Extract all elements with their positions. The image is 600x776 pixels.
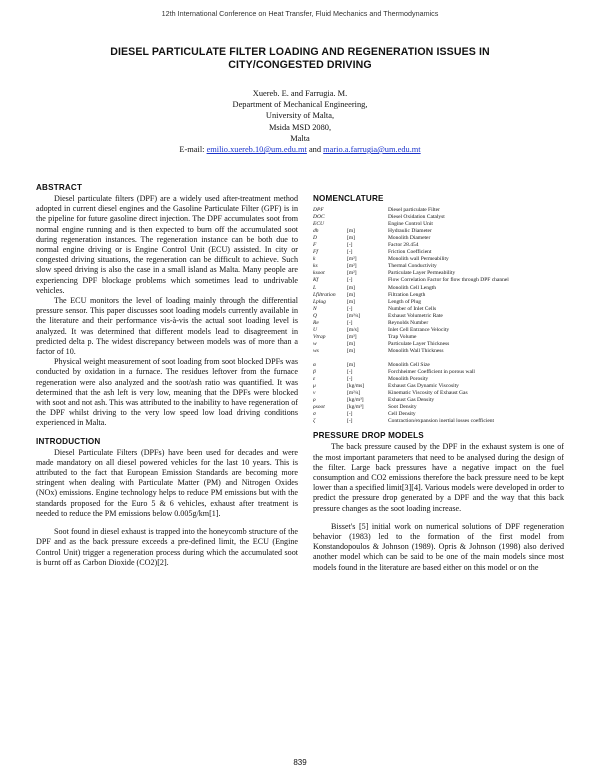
nomenclature-description: Soot Density xyxy=(388,404,417,411)
nomenclature-heading: NOMENCLATURE xyxy=(313,194,384,203)
nomenclature-description: Monolith Diameter xyxy=(388,235,431,242)
nomenclature-row xyxy=(313,397,564,404)
nomenclature-description: Diesel particulate Filter xyxy=(388,207,440,213)
nomenclature-row xyxy=(313,292,564,299)
nomenclature-description xyxy=(388,355,564,362)
nomenclature-unit: [-] xyxy=(347,319,353,326)
nomenclature-unit: [m] xyxy=(347,347,355,354)
introduction-paragraph-2: Soot found in diesel exhaust is trapped into the honeycomb structure of the DPF and as the back pressure exceeds a pre-defined limit, the ECU (Engine Control Unit) trigger a regeneration process during which the accumulated soot is burnt off as Carbon Dioxide (CO2)[2]. xyxy=(36,527,298,567)
nomenclature-unit: [m] xyxy=(347,228,355,235)
email-and: and xyxy=(306,145,324,155)
nomenclature-description: Inlet Cell Entrance Velocity xyxy=(388,326,450,333)
nomenclature-unit: [m³/s] xyxy=(347,312,361,319)
nomenclature-unit: [-] xyxy=(347,376,353,383)
nomenclature-row xyxy=(313,334,564,341)
page-number: 839 xyxy=(293,758,307,767)
nomenclature-row xyxy=(313,313,564,320)
nomenclature-unit: [m³] xyxy=(347,333,357,340)
abstract-paragraph-3: Physical weight measurement of soot loading from soot blocked DPFs was conducted by oxidation in a furnace. The residues leftover from the furnace regeneration were also analyzed and the soot/ash ratio was quantified. It was determined that the ash left is very low, meaning that the DPFs were blocked with soot and not ash. This was attributed to the inability to have regeneration of the DPF whilst driving to the very low speed low load driving conditions experienced in Malta. xyxy=(36,357,298,428)
email-label: E-mail: xyxy=(179,145,207,155)
nomenclature-symbol: μ xyxy=(313,383,316,390)
nomenclature-unit: [kg/m³] xyxy=(347,404,364,411)
nomenclature-description: Friction Coefficient xyxy=(388,249,432,256)
nomenclature-unit: [m²] xyxy=(347,270,357,277)
nomenclature-description: Monolith Wall Thickness xyxy=(388,347,444,354)
email-link-2[interactable]: mario.a.farrugia@um.edu.mt xyxy=(323,145,421,155)
nomenclature-row xyxy=(313,355,564,362)
nomenclature-symbol: Lfiltration xyxy=(313,291,336,298)
nomenclature-description: Monolith Cell Size xyxy=(388,361,430,368)
nomenclature-row xyxy=(313,277,564,284)
nomenclature-symbol: dh xyxy=(313,228,319,235)
nomenclature-description: Number of Inlet Cells xyxy=(388,305,437,312)
nomenclature-symbol: ws xyxy=(313,347,319,354)
nomenclature-row xyxy=(313,221,564,228)
nomenclature-description: Factor 28.454 xyxy=(388,242,419,249)
nomenclature-row xyxy=(313,263,564,270)
nomenclature-symbol: ksoot xyxy=(313,270,325,277)
nomenclature-symbol: ρ xyxy=(313,397,316,404)
nomenclature-description: Contraction/expansion inertial losses coefficient xyxy=(388,418,495,425)
nomenclature-unit xyxy=(347,221,388,228)
nomenclature-row xyxy=(313,411,564,418)
nomenclature-description: Exhaust Gas Density xyxy=(388,397,435,404)
abstract-heading: ABSTRACT xyxy=(36,183,83,192)
nomenclature-description: Hydraulic Diameter xyxy=(388,228,432,235)
nomenclature-unit: [m] xyxy=(347,235,355,242)
nomenclature-description: Monolith wall Permeability xyxy=(388,256,449,263)
nomenclature-symbol xyxy=(313,355,347,362)
nomenclature-symbol: ECU xyxy=(313,221,324,228)
nomenclature-symbol: β xyxy=(313,369,316,376)
nomenclature-unit: [-] xyxy=(347,418,353,425)
nomenclature-symbol: U xyxy=(313,326,317,333)
nomenclature-description: Thermal Conductivity xyxy=(388,263,437,270)
nomenclature-row xyxy=(313,390,564,397)
nomenclature-row xyxy=(313,341,564,348)
nomenclature-symbol: Ff xyxy=(313,249,318,256)
nomenclature-row xyxy=(313,214,564,221)
nomenclature-description: Trap Volume xyxy=(388,333,417,340)
nomenclature-row xyxy=(313,228,564,235)
nomenclature-symbol: DPF xyxy=(313,207,324,213)
title-line-2: CITY/CONGESTED DRIVING xyxy=(228,59,372,71)
paper-title xyxy=(60,46,540,72)
nomenclature-unit: [m²] xyxy=(347,256,357,263)
nomenclature-symbol: w xyxy=(313,340,317,347)
nomenclature-row xyxy=(313,376,564,383)
nomenclature-unit: [-] xyxy=(347,305,353,312)
nomenclature-unit: [-] xyxy=(347,242,353,249)
nomenclature-row xyxy=(313,418,564,425)
author-department: Department of Mechanical Engineering, xyxy=(232,100,368,110)
nomenclature-symbol: D xyxy=(313,235,317,242)
nomenclature-unit xyxy=(347,207,388,214)
nomenclature-unit: [kg/ms] xyxy=(347,383,365,390)
nomenclature-description: Exhaust Volumetric Rate xyxy=(388,312,443,319)
nomenclature-unit xyxy=(347,214,388,221)
introduction-paragraph-1: Diesel Particulate Filters (DPFs) have been used for decades and were made mandatory on all diesel powered vehicles for the last 10 years. This is attributed to the fact that European Emission Standards are becoming more stringent when dealing with Particulate Matter (PM) and Nitrogen Oxides (NOx) emissions. Engine technology helps to reduce PM emissions but with the standards proposed for the Euro 5 & 6 vehicles, exhaust after treatment is needed to reduce the PM emissions below 0.005g/km[1]. xyxy=(36,447,298,518)
left-column xyxy=(36,183,298,568)
pressure-drop-paragraph-1: The back pressure caused by the DPF in the exhaust system is one of the most important parameters that need to be analysed during the design of the filter. Large back pressures have a negative impact on the fuel consumption and CO2 emissions therefore the back pressure need to be kept lower than a specified limit[3][4]. Various models were developed in order to predict the pressure drop generated by a DPF and the way that this back pressure changes as the soot loading increase. xyxy=(313,442,564,513)
nomenclature-symbol: DOC xyxy=(313,214,325,221)
nomenclature-description: Length of Plug xyxy=(388,298,421,305)
nomenclature-symbol: L xyxy=(313,284,317,291)
nomenclature-description: Flow Correlation Factor for flow through DPF channel xyxy=(388,277,509,284)
nomenclature-unit: [m²/s] xyxy=(347,390,361,397)
nomenclature-description: Filtration Length xyxy=(388,291,426,298)
author-address: Msida MSD 2080, xyxy=(268,122,332,132)
introduction-heading: INTRODUCTION xyxy=(36,436,101,446)
nomenclature-table xyxy=(313,207,564,425)
nomenclature-symbol: ε xyxy=(313,376,316,383)
nomenclature-unit: [-] xyxy=(347,369,353,376)
nomenclature-unit: [kg/m³] xyxy=(347,397,364,404)
nomenclature-unit: [m] xyxy=(347,298,355,305)
abstract-paragraph-2: The ECU monitors the level of loading mainly through the differential pressure sensor. This paper discusses soot loading models currently available in the literature and their performance vis-à-vis the actual soot loading level is analyzed. It was determined that different models lead to disagreement in predicted delta p. The widest discrepancy between models was of more than a factor of 10. xyxy=(36,296,298,357)
author-block xyxy=(90,88,510,155)
nomenclature-unit: [m] xyxy=(347,361,355,368)
nomenclature-row xyxy=(313,320,564,327)
nomenclature-symbol: ks xyxy=(313,263,318,270)
nomenclature-symbol: F xyxy=(313,242,317,249)
nomenclature-row xyxy=(313,383,564,390)
abstract-paragraph-1: Diesel particulate filters (DPF) are a widely used after-treatment method adopted in current diesel engines and the Gasoline Particulate Filter (GPF) is in the pipeline for future gasoline direct injection. The DPF accumulates soot from normal engine running and is then expected to burn off the accumulated soot during regeneration instances. The regeneration instance can be both due to normal engine driving or is Engine Control Unit (ECU) assisted. In city or congested driving situations, the regeneration can be difficult to achieve. Such slow speed driving is also the case in a small island as Malta. Many people are experiencing DPF blockage problems which sometimes lead to undrivable vehicles. xyxy=(36,194,298,295)
nomenclature-description: Cell Density xyxy=(388,411,416,418)
nomenclature-description: Engine Control Unit xyxy=(388,221,433,228)
nomenclature-symbol: ν xyxy=(313,390,316,397)
nomenclature-description: Particulate Layer Permeability xyxy=(388,270,456,277)
nomenclature-row xyxy=(313,256,564,263)
nomenclature-row xyxy=(313,249,564,256)
nomenclature-row xyxy=(313,207,564,214)
nomenclature-description: Monolith Cell Length xyxy=(388,284,436,291)
nomenclature-unit xyxy=(347,355,388,362)
nomenclature-symbol: α xyxy=(313,361,316,368)
email-link-1[interactable]: emilio.xuereb.10@um.edu.mt xyxy=(206,145,307,155)
nomenclature-unit: [m] xyxy=(347,284,355,291)
nomenclature-row xyxy=(313,404,564,411)
nomenclature-description: Diesel Oxidation Catalyst xyxy=(388,214,445,221)
nomenclature-description: Exhaust Gas Dynamic Viscosity xyxy=(388,383,459,390)
nomenclature-row xyxy=(313,242,564,249)
right-column xyxy=(313,194,564,573)
nomenclature-row xyxy=(313,299,564,306)
pressure-drop-heading: PRESSURE DROP MODELS xyxy=(313,431,424,441)
nomenclature-symbol: Lplug xyxy=(313,298,326,305)
nomenclature-unit: [m²] xyxy=(347,263,357,270)
nomenclature-symbol: ζ xyxy=(313,418,316,425)
nomenclature-unit: [-] xyxy=(347,411,353,418)
nomenclature-description: Particulate Layer Thickness xyxy=(388,340,450,347)
nomenclature-symbol: ρsoot xyxy=(313,404,325,411)
nomenclature-description: Kinematic Viscosity of Exhaust Gas xyxy=(388,390,468,397)
nomenclature-symbol: Re xyxy=(313,319,319,326)
nomenclature-description: Monolith Porosity xyxy=(388,376,429,383)
nomenclature-symbol: Q xyxy=(313,312,317,319)
nomenclature-symbol: Vtrap xyxy=(313,333,326,340)
author-country: Malta xyxy=(290,133,310,143)
nomenclature-row xyxy=(313,327,564,334)
nomenclature-description: Forchheimer Coefficient in porous wall xyxy=(388,369,475,376)
nomenclature-description: Reynolds Number xyxy=(388,319,429,326)
nomenclature-unit: [m/s] xyxy=(347,326,359,333)
nomenclature-symbol: k xyxy=(313,256,316,263)
nomenclature-unit: [-] xyxy=(347,249,353,256)
nomenclature-row xyxy=(313,362,564,369)
title-line-1: DIESEL PARTICULATE FILTER LOADING AND REGENERATION ISSUES IN xyxy=(110,46,490,58)
author-names: Xuereb. E. and Farrugia. M. xyxy=(252,89,348,98)
pressure-drop-paragraph-2: Bisset's [5] initial work on numerical solutions of DPF regeneration behavior (1983) led to the formation of the first model from Konstandopoulos & Johnson (1989). Opris & Johnson (1998) also derived another model which can be said to be one of the main models since most models found in the literature are based either on this model or on the xyxy=(313,521,564,572)
author-university: University of Malta, xyxy=(265,111,335,121)
nomenclature-symbol: N xyxy=(313,305,317,312)
conference-header: 12th International Conference on Heat Transfer, Fluid Mechanics and Thermodynamics xyxy=(161,9,439,18)
nomenclature-unit: [m] xyxy=(347,291,355,298)
nomenclature-row xyxy=(313,235,564,242)
nomenclature-symbol: Kf xyxy=(313,277,319,284)
nomenclature-row xyxy=(313,348,564,355)
nomenclature-row xyxy=(313,285,564,292)
nomenclature-row xyxy=(313,270,564,277)
nomenclature-unit: [m] xyxy=(347,340,355,347)
nomenclature-row xyxy=(313,369,564,376)
nomenclature-unit: [-] xyxy=(347,277,353,284)
author-emails xyxy=(90,144,510,155)
nomenclature-symbol: σ xyxy=(313,411,316,418)
nomenclature-row xyxy=(313,306,564,313)
